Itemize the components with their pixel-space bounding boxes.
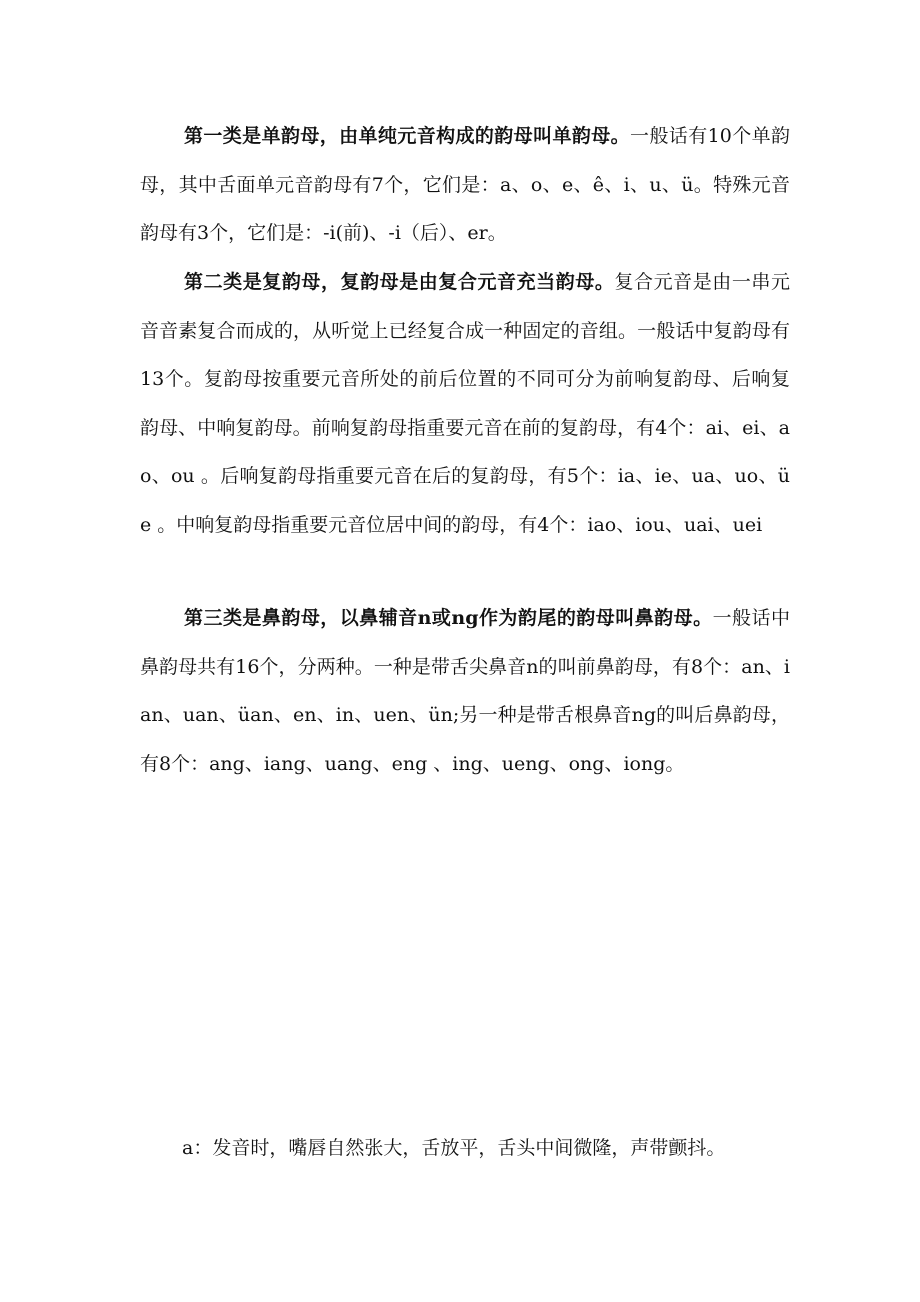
paragraph-body: 一般话有10个单韵母，其中舌面单元音韵母有7个，它们是：a、o、e、ê、i、u、ü。特殊元音韵母有3个，它们是：-i(前)、-i（后）、er。 — [140, 125, 790, 244]
paragraph-nasal-finals — [140, 594, 790, 788]
paragraph-compound-vowel-finals — [140, 258, 790, 549]
paragraph-lead: 第三类是鼻韵母，以鼻辅音n或ng作为韵尾的韵母叫鼻韵母。 — [184, 607, 713, 629]
paragraph-lead: 第二类是复韵母，复韵母是由复合元音充当韵母。 — [184, 271, 615, 293]
paragraph-lead: 第一类是单韵母，由单纯元音构成的韵母叫单韵母。 — [184, 125, 631, 147]
paragraph-body: 复合元音是由一串元音音素复合而成的，从听觉上已经复合成一种固定的音组。一般话中复韵母有13个。复韵母按重要元音所处的前后位置的不同可分为前响复韵母、后响复韵母、中响复韵母。前响复韵母指重要元音在前的复韵母，有4个：ai、ei、ao、ou 。后响复韵母指重要元音在后的复韵母，有5个：ia、ie、ua、uo、üe 。中响复韵母指重要元音位居中间的韵母，有4个：iao、iou、uai、uei — [140, 271, 790, 536]
pronunciation-note: a：发音时，嘴唇自然张大，舌放平，舌头中间微隆，声带颤抖。 — [182, 1137, 726, 1159]
paragraph-body: 一般话中鼻韵母共有16个，分两种。一种是带舌尖鼻音n的叫前鼻韵母，有8个：an、ian、uan、üan、en、in、uen、ün;另一种是带舌根鼻音ng的叫后鼻韵母，有8个：ang、iang、uang、eng 、ing、ueng、ong、iong。 — [140, 607, 790, 775]
paragraph-single-vowel-finals — [140, 112, 790, 258]
